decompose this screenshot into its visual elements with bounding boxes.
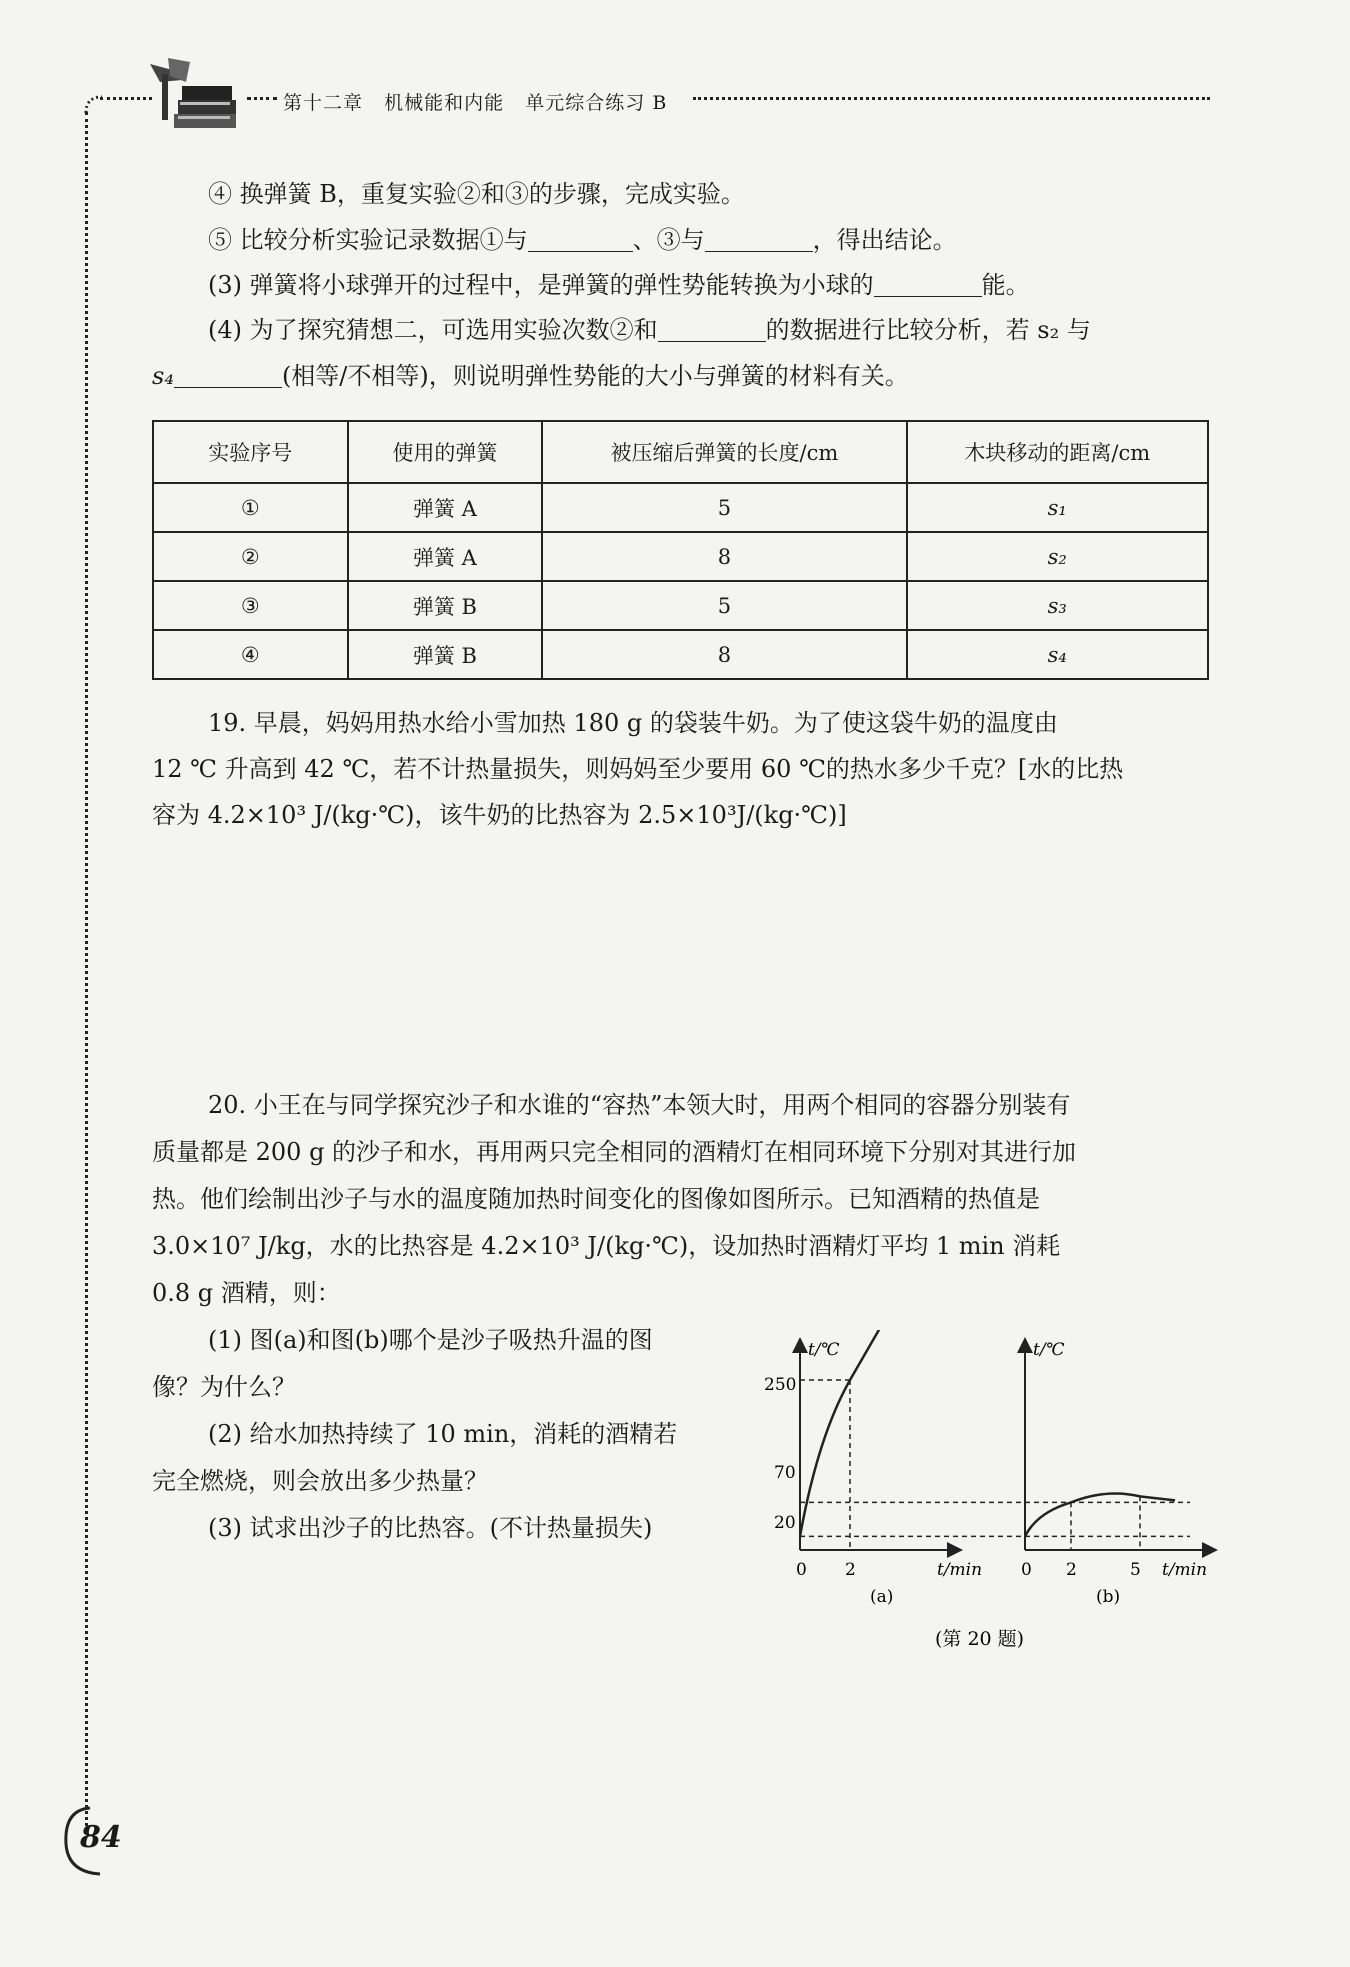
q18-part3-text-a: (3) 弹簧将小球弹开的过程中，是弹簧的弹性势能转换为小球的 <box>208 271 874 299</box>
step-4 <box>208 171 1268 217</box>
table-cell: ④ <box>153 630 348 679</box>
q20-figure <box>750 1330 1220 1650</box>
header-dotted-left <box>100 97 152 100</box>
answer-blank[interactable] <box>528 225 633 252</box>
graph-a-ytick: 20 <box>774 1513 796 1533</box>
step-5 <box>208 217 1268 263</box>
q19-line3: 容为 4.2×10³ J/(kg·℃)，该牛奶的比热容为 2.5×10³J/(kg·℃)] <box>152 801 847 829</box>
table-cell: s₁ <box>907 483 1208 532</box>
figure-caption: (第 20 题) <box>935 1628 1025 1650</box>
table-cell: ③ <box>153 581 348 630</box>
margin-dotted-line <box>85 112 88 1832</box>
header-section: 单元综合练习 B <box>525 92 668 114</box>
q18-part3-text-b: 能。 <box>981 271 1030 299</box>
answer-blank[interactable] <box>705 225 813 252</box>
header-chapter: 第十二章 <box>283 92 364 114</box>
table-cell: s₂ <box>907 532 1208 581</box>
q20-sub3: (3) 试求出沙子的比热容。(不计热量损失) <box>208 1514 653 1542</box>
q20-sub1-a: (1) 图(a)和图(b)哪个是沙子吸热升温的图 <box>208 1326 653 1354</box>
graph-a-xtick: 0 <box>796 1560 807 1580</box>
answer-blank[interactable] <box>658 315 766 342</box>
q18-part4-text-c: s₄ <box>152 362 174 390</box>
table-cell: 弹簧 B <box>348 581 543 630</box>
q20-line1: 20. 小王在与同学探究沙子和水谁的“容热”本领大时，用两个相同的容器分别装有 <box>208 1091 1071 1119</box>
page-number: 84 <box>80 1820 122 1855</box>
table-header-cell: 被压缩后弹簧的长度/cm <box>542 421 906 483</box>
table-header-cell: 实验序号 <box>153 421 348 483</box>
q20-line5: 0.8 g 酒精，则： <box>152 1279 341 1307</box>
step-4-text: ④ 换弹簧 B，重复实验②和③的步骤，完成实验。 <box>208 180 745 208</box>
step-5-text-a: ⑤ 比较分析实验记录数据①与 <box>208 226 528 254</box>
graph-a-ytick: 250 <box>764 1375 797 1395</box>
graph-b-xtick: 0 <box>1021 1560 1032 1580</box>
table-row <box>153 581 1208 630</box>
q20-sub2-b: 完全燃烧，则会放出多少热量？ <box>152 1467 488 1495</box>
table-cell: 5 <box>542 581 906 630</box>
graph-a-y-label: t/℃ <box>808 1340 840 1360</box>
graph-a-xtick: 2 <box>845 1560 856 1580</box>
graph-b-x-label: t/min <box>1162 1560 1208 1580</box>
table-header-cell: 木块移动的距离/cm <box>907 421 1208 483</box>
graph-a-curve <box>800 1330 880 1536</box>
running-header <box>283 88 667 115</box>
q20-line2: 质量都是 200 g 的沙子和水，再用两只完全相同的酒精灯在相同环境下分别对其进行加 <box>152 1138 1077 1166</box>
book-logo-icon <box>140 52 240 132</box>
table-cell: s₃ <box>907 581 1208 630</box>
table-row <box>153 630 1208 679</box>
table-cell: ① <box>153 483 348 532</box>
table-header-cell: 使用的弹簧 <box>348 421 543 483</box>
answer-blank[interactable] <box>874 270 982 297</box>
table-cell: 弹簧 A <box>348 532 543 581</box>
table-cell: 弹簧 B <box>348 630 543 679</box>
q19-line1: 19. 早晨，妈妈用热水给小雪加热 180 g 的袋装牛奶。为了使这袋牛奶的温度由 <box>208 709 1058 737</box>
graph-a-caption: (a) <box>870 1587 894 1607</box>
graph-b-xtick: 5 <box>1130 1560 1141 1580</box>
q18-part4 <box>208 307 1268 353</box>
q18-part4-cont <box>152 353 1212 399</box>
experiment-table <box>152 420 1209 680</box>
q18-part4-text-b: 的数据进行比较分析，若 s₂ 与 <box>765 316 1091 344</box>
graph-a-x-label: t/min <box>937 1560 983 1580</box>
header-dotted-pre <box>247 97 277 100</box>
q18-part4-text-a: (4) 为了探究猜想二，可选用实验次数②和 <box>208 316 658 344</box>
q18-part4-text-d: (相等/不相等)，则说明弹性势能的大小与弹簧的材料有关。 <box>281 362 909 390</box>
answer-blank[interactable] <box>174 361 282 388</box>
table-cell: 8 <box>542 630 906 679</box>
table-row <box>153 483 1208 532</box>
step-5-text-b: 、③与 <box>632 226 705 254</box>
margin-corner <box>84 95 104 115</box>
header-title: 机械能和内能 <box>384 92 505 114</box>
graph-b-caption: (b) <box>1096 1587 1121 1607</box>
q20-line3: 热。他们绘制出沙子与水的温度随加热时间变化的图像如图所示。已知酒精的热值是 <box>152 1185 1040 1213</box>
table-cell: 8 <box>542 532 906 581</box>
q18-part3 <box>208 262 1268 308</box>
graph-b-y-label: t/℃ <box>1033 1340 1065 1360</box>
graph-a-ytick: 70 <box>774 1463 796 1483</box>
table-cell: s₄ <box>907 630 1208 679</box>
table-header-row <box>153 421 1208 483</box>
table-cell: 5 <box>542 483 906 532</box>
q20-sub2-a: (2) 给水加热持续了 10 min，消耗的酒精若 <box>208 1420 678 1448</box>
graph-b-curve <box>1025 1493 1175 1536</box>
table-cell: 弹簧 A <box>348 483 543 532</box>
header-dotted-right <box>693 97 1210 100</box>
graph-b-xtick: 2 <box>1066 1560 1077 1580</box>
q19-line2: 12 ℃ 升高到 42 ℃，若不计热量损失，则妈妈至少要用 60 ℃的热水多少千克？[水的比热 <box>152 755 1124 783</box>
table-cell: ② <box>153 532 348 581</box>
q20-sub1-b: 像？为什么？ <box>152 1373 296 1401</box>
step-5-text-c: ，得出结论。 <box>812 226 957 254</box>
q20-line4: 3.0×10⁷ J/kg，水的比热容是 4.2×10³ J/(kg·℃)，设加热时酒精灯平均 1 min 消耗 <box>152 1232 1061 1260</box>
table-row <box>153 532 1208 581</box>
